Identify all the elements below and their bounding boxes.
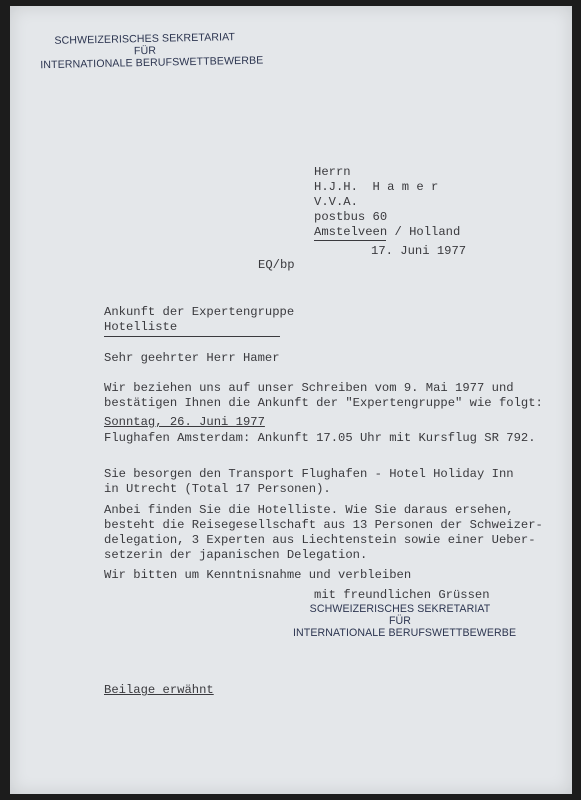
- recipient-salutation: Herrn: [314, 165, 351, 179]
- enclosure-note: Beilage erwähnt: [104, 683, 214, 697]
- signature-stamp-line-3: INTERNATIONALE BERUFSWETTBEWERBE: [293, 627, 517, 639]
- signature-stamp-line-2: FÜR: [388, 615, 412, 627]
- greeting: Sehr geehrter Herr Hamer: [104, 351, 280, 365]
- letterhead-line-3: INTERNATIONALE BERUFSWETTBEWERBE: [40, 54, 264, 72]
- subject-line-1: Ankunft der Expertengruppe: [104, 305, 295, 319]
- body-paragraph-3-line-4: setzerin der japanischen Delegation.: [104, 548, 368, 562]
- body-paragraph-1-line-1: Wir beziehen uns auf unser Schreiben vom 9. Mai 1977 und: [104, 381, 514, 395]
- body-paragraph-3-line-1: Anbei finden Sie die Hotelliste. Wie Sie daraus ersehen,: [104, 503, 514, 517]
- recipient-name: H.J.H. H a m e r: [314, 180, 439, 194]
- body-paragraph-2-line-2: in Utrecht (Total 17 Personen).: [104, 482, 331, 496]
- arrival-detail: Flughafen Amsterdam: Ankunft 17.05 Uhr mit Kursflug SR 792.: [104, 431, 536, 445]
- recipient-postbus: postbus 60: [314, 210, 388, 224]
- body-paragraph-1-line-2: bestätigen Ihnen die Ankunft der "Expertengruppe" wie folgt:: [104, 396, 543, 410]
- arrival-date: Sonntag, 26. Juni 1977: [104, 415, 265, 429]
- recipient-rule: [314, 240, 386, 241]
- reference-code: EQ/bp: [258, 258, 295, 272]
- letter-date: 17. Juni 1977: [371, 244, 467, 258]
- recipient-org: V.V.A.: [314, 195, 358, 209]
- recipient-city: Amstelveen / Holland: [314, 225, 461, 239]
- body-paragraph-3-line-3: delegation, 3 Experten aus Liechtenstein sowie einer Ueber-: [104, 533, 536, 547]
- signature-stamp-line-1: SCHWEIZERISCHES SEKRETARIAT: [309, 603, 491, 615]
- letterhead-line-1: SCHWEIZERISCHES SEKRETARIAT: [54, 31, 236, 47]
- body-paragraph-3-line-2: besteht die Reisegesellschaft aus 13 Personen der Schweizer-: [104, 518, 543, 532]
- subject-line-2: Hotelliste: [104, 320, 178, 334]
- signature-stamp: [293, 603, 517, 639]
- body-paragraph-4: Wir bitten um Kenntnisnahme und verbleiben: [104, 568, 412, 582]
- subject-rule: [104, 336, 280, 337]
- letterhead-stamp: [40, 31, 264, 72]
- body-paragraph-2-line-1: Sie besorgen den Transport Flughafen - Hotel Holiday Inn: [104, 467, 514, 481]
- letterhead-line-2: FÜR: [133, 44, 157, 58]
- closing: mit freundlichen Grüssen: [314, 588, 490, 602]
